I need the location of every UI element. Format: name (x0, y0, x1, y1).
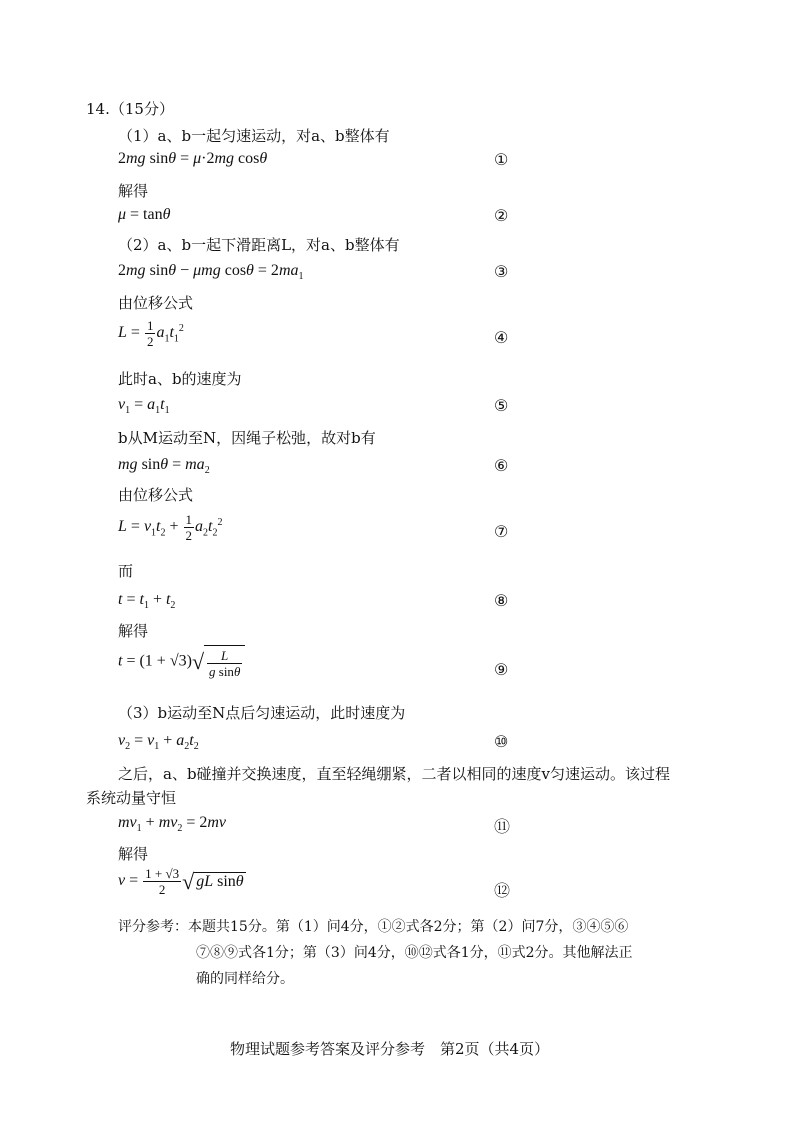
speed-intro: 此时a、b的速度为 (118, 370, 242, 388)
marker-9: ⑨ (494, 660, 509, 679)
marker-12: ⑫ (494, 881, 511, 900)
solve-label-1: 解得 (118, 182, 149, 200)
displacement-label-1: 由位移公式 (118, 294, 194, 312)
equation-3: 2mg sinθ − μmg $\cos\theta = 2ma_1$ (118, 262, 304, 283)
equation-9: t = (1 + √3)√ $\frac{L}{\text{g sinθ}}$ (118, 645, 245, 679)
equation-5: $v_1 = a_1t_1$ (118, 396, 170, 417)
equation-11: $mv_1 + mv_2 = 2mv$ (118, 814, 227, 835)
marker-8: ⑧ (494, 591, 509, 610)
equation-6: mg $\sin\theta = ma_2$ (118, 456, 210, 477)
marker-10: ⑩ (494, 732, 509, 751)
equation-10: $v_2 = v_1 + a_2t_2$ (118, 732, 199, 753)
marker-2: ② (494, 206, 509, 225)
collision-text-line1: 之后，a、b碰撞并交换速度，直至轻绳绷紧，二者以相同的速度v匀速运动。该过程 (118, 765, 671, 783)
equation-12: v = $\frac{1 + √3}{2}$ √ gL sinθ (118, 866, 244, 897)
marker-7: ⑦ (494, 522, 509, 541)
scoring-line-3: 确的同样给分。 (196, 971, 294, 987)
marker-1: ① (494, 150, 509, 169)
marker-3: ③ (494, 262, 509, 281)
equation-4: L = $\frac{1}{2}$ $a_1t_1^2$ (118, 318, 184, 349)
equation-8: $t = t_1 + t_2$ (118, 591, 176, 612)
marker-4: ④ (494, 328, 509, 347)
solve-label-2: 解得 (118, 622, 149, 640)
and-label: 而 (118, 562, 134, 580)
marker-11: ⑪ (494, 817, 511, 836)
marker-6: ⑥ (494, 456, 509, 475)
displacement-label-2: 由位移公式 (118, 486, 194, 504)
collision-text-line2: 系统动量守恒 (86, 789, 177, 807)
part1-intro: （1）a、b一起匀速运动，对a、b整体有 (118, 127, 390, 145)
part3-intro: （3）b运动至N点后匀速运动，此时速度为 (118, 704, 406, 722)
scoring-line-1: 评分参考：本题共15分。第（1）问4分，①②式各2分；第（2）问7分，③④⑤⑥ (118, 919, 629, 935)
scoring-line-2: ⑦⑧⑨式各1分；第（3）问4分，⑩⑫式各1分，⑪式2分。其他解法正 (196, 945, 633, 961)
problem-header: 14.（15分） (86, 100, 174, 118)
equation-1: 2mg sinθ = μ·2mg cosθ (118, 150, 268, 167)
b-motion-intro: b从M运动至N，因绳子松弛，故对b有 (118, 429, 376, 447)
equation-7: $L = v_1t_2$ + $\frac{1}{2}$ $a_2t_2^2$ (118, 512, 223, 543)
marker-5: ⑤ (494, 396, 509, 415)
page-footer: 物理试题参考答案及评分参考 第2页（共4页） (230, 1040, 550, 1058)
part2-intro: （2）a、b一起下滑距离L，对a、b整体有 (118, 236, 400, 254)
solve-label-3: 解得 (118, 845, 149, 863)
equation-2: μ = tanθ (118, 206, 171, 223)
